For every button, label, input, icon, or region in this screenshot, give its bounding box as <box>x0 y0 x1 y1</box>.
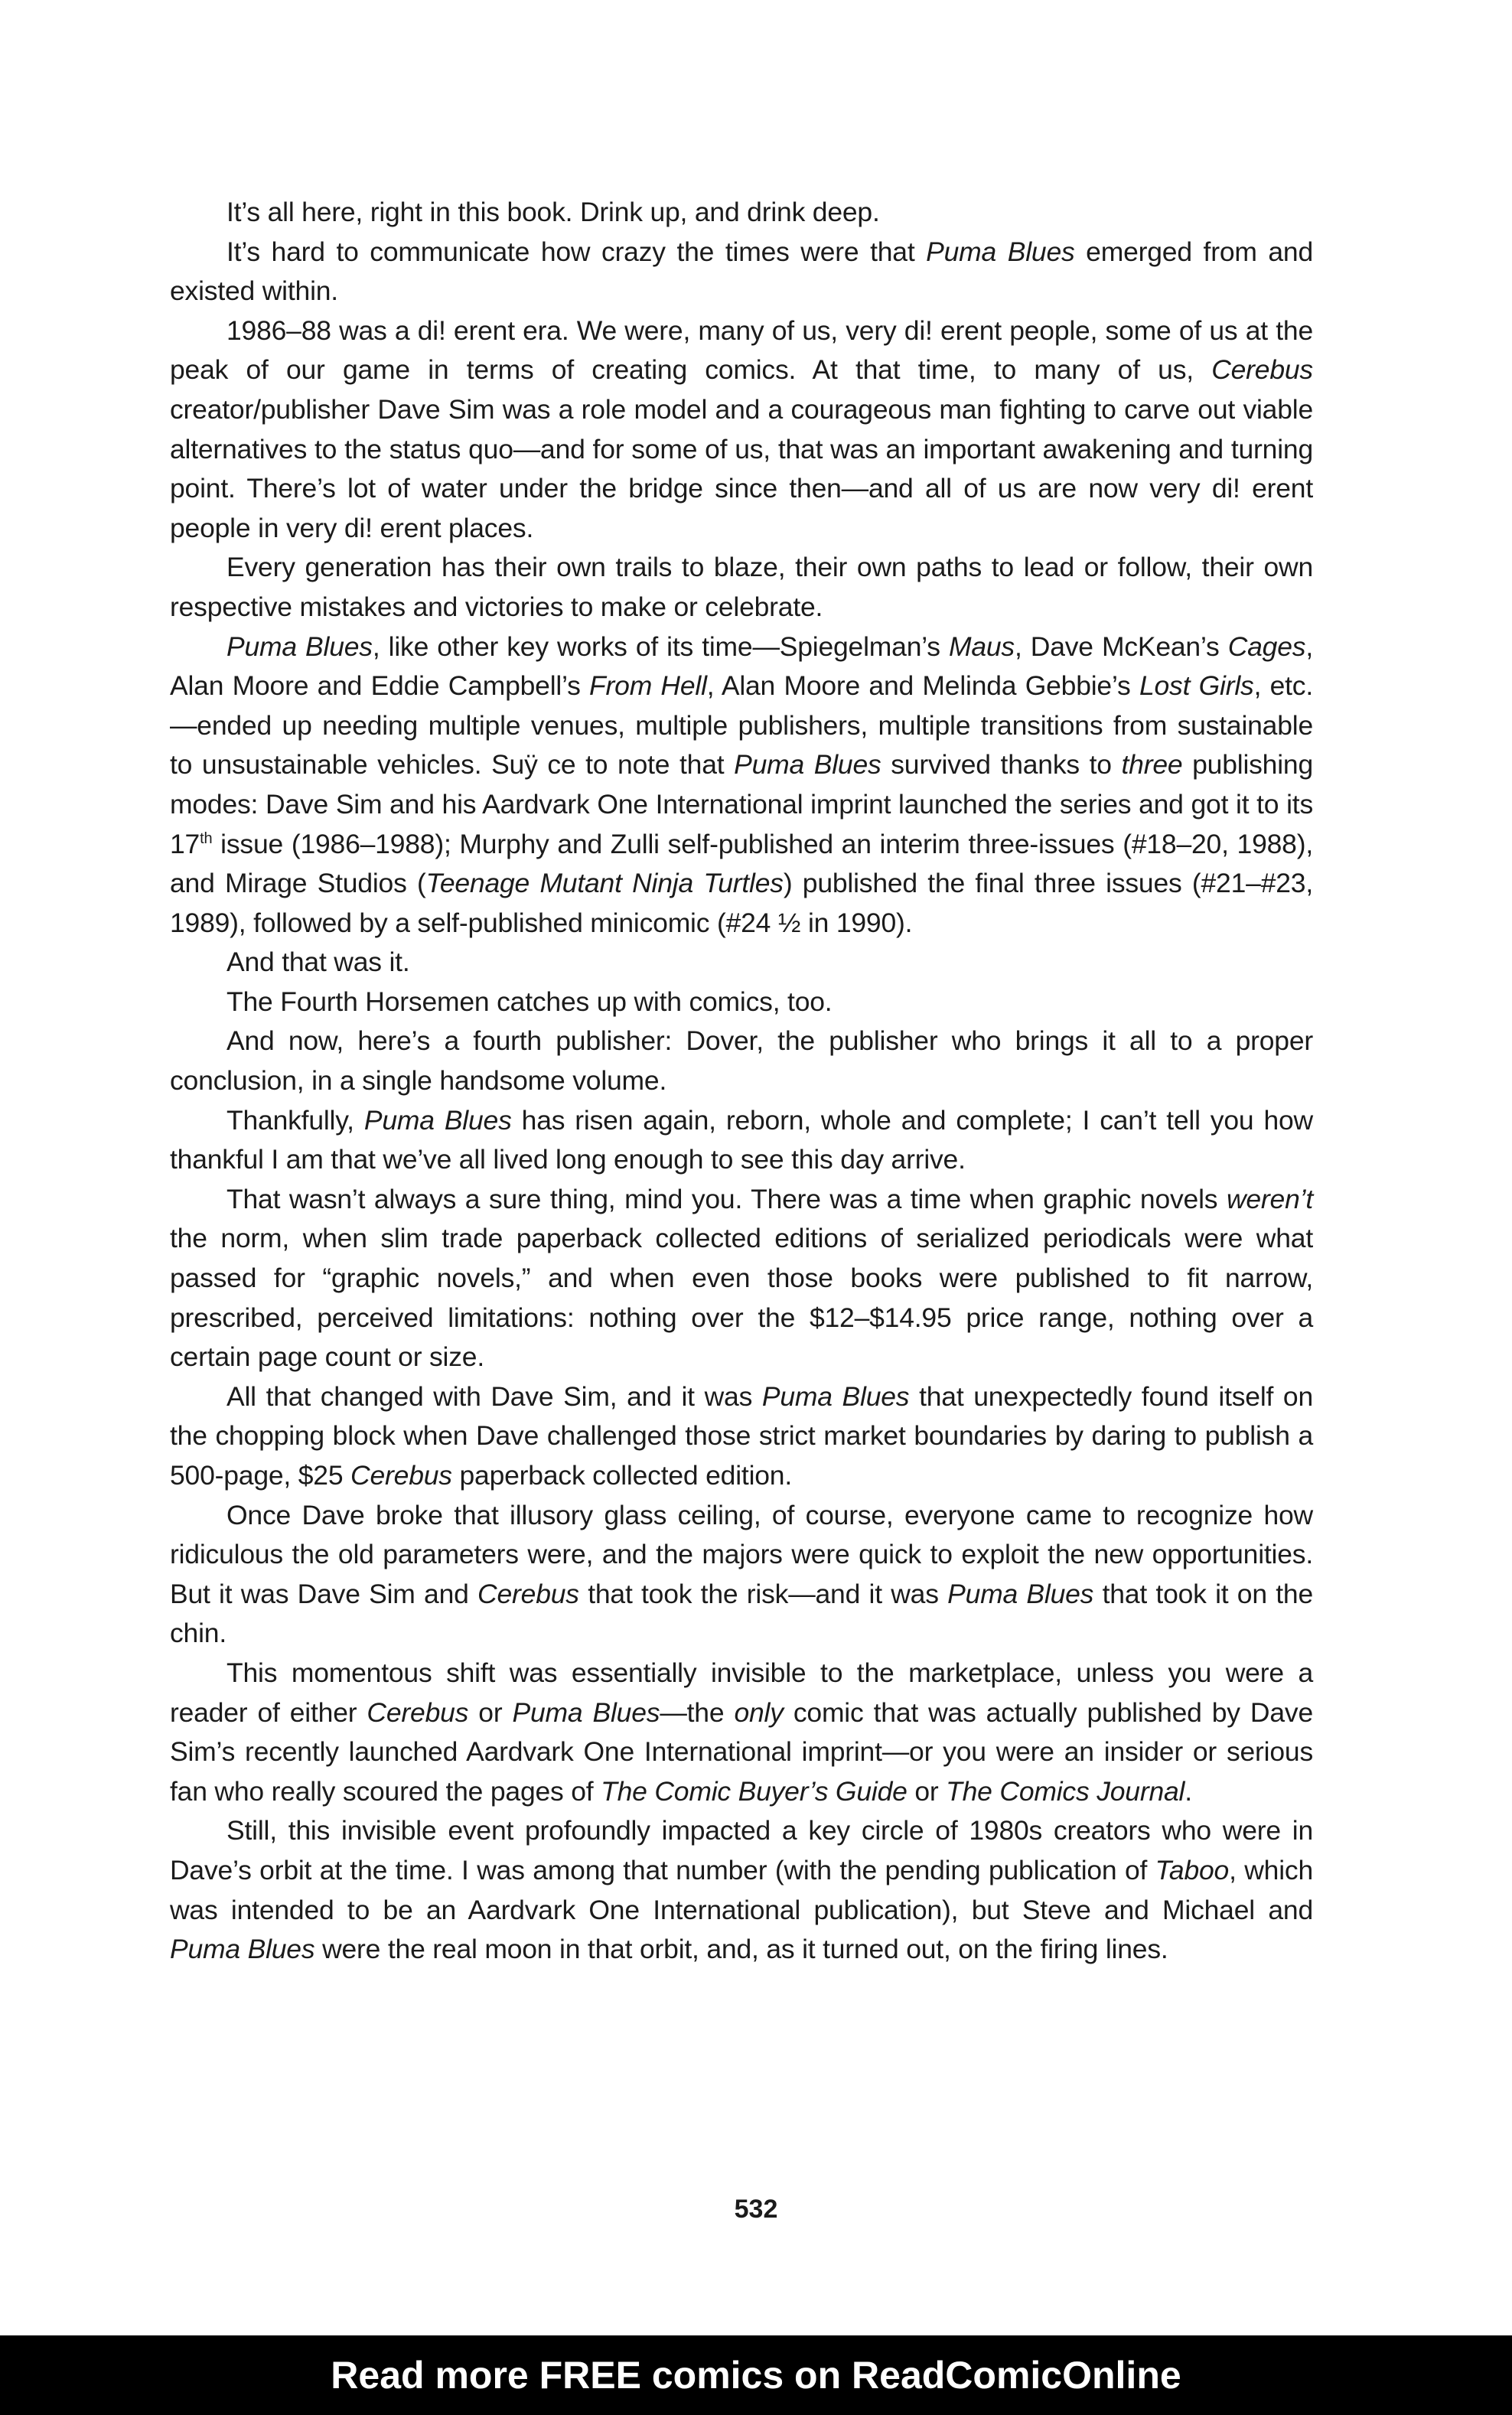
promo-banner-text[interactable]: Read more FREE comics on ReadComicOnline <box>331 2354 1181 2397</box>
page-number: 532 <box>734 2195 778 2224</box>
paragraph: And that was it. <box>226 947 410 978</box>
paragraph: Once Dave broke that illusory glass ceiling, of course, everyone came to recognize how ridiculous the old parameters were, and the majors were quick to exploit the new opportunities. But it was Dave Sim and Cerebus that took the risk—and it was Puma Blues that took it on the chin. <box>170 1499 1314 1649</box>
paragraph: All that changed with Dave Sim, and it was Puma Blues that unexpectedly found itself on the chopping block when Dave challenged those strict market boundaries by daring to publish a 500-page, $25 Cerebus paperback collected edition. <box>170 1380 1313 1491</box>
paragraph: And now, here’s a fourth publisher: Dover, the publisher who brings it all to a proper conclusion, in a single handsome volume. <box>170 1025 1313 1097</box>
promo-banner[interactable] <box>0 2335 1512 2415</box>
paragraph: That wasn’t always a sure thing, mind you. There was a time when graphic novels weren’t the norm, when slim trade paperback collected editions of serialized periodicals were what passed for “graphic novels,” and when even those books were published to fit narrow, prescribed, perceived limitations: nothing over the $12–$14.95 price range, nothing over a certain page count or size. <box>170 1183 1313 1373</box>
paragraph: This momentous shift was essentially invisible to the marketplace, unless you were a reader of either Cerebus or Puma Blues—the only comic that was actually published by Dave Sim’s recently launched Aardvark One International imprint—or you were an insider or serious fan who really scoured the pages of The Comic Buyer’s Guide or The Comics Journal. <box>170 1657 1313 1807</box>
paragraph: 1986–88 was a di! erent era. We were, many of us, very di! erent people, some of us at the peak of our game in terms of creating comics. At that time, to many of us, Cerebus creator/publisher Dave Sim was a role model and a courageous man fighting to carve out viable alternatives to the status quo—and for some of us, that was an important awakening and turning point. There’s lot of water under the bridge since then—and all of us are now very di! erent people in very di! erent places. <box>170 315 1313 543</box>
paragraph: Still, this invisible event profoundly impacted a key circle of 1980s creators who were in Dave’s orbit at the time. I was among that number (with the pending publication of Taboo, which was intended to be an Aardvark One International publication), but Steve and Michael and Puma Blues were the real moon in that orbit, and, as it turned out, on the firing lines. <box>170 1815 1313 1965</box>
paragraph: Puma Blues, like other key works of its time—Spiegelman’s Maus, Dave McKean’s Cages, Alan Moore and Eddie Campbell’s From Hell, Alan Moore and Melinda Gebbie’s Lost Girls, etc.—ended up needing multiple venues, multiple publishers, multiple transitions from sustainable to unsustainable vehicles. Suÿ ce to note that Puma Blues survived thanks to three publishing modes: Dave Sim and his Aardvark One International imprint launched the series and got it to its 17th issue (1986–1988); Murphy and Zulli self-published an interim three-issues (#18–20, 1988), and Mirage Studios (Teenage Mutant Ninja Turtles) published the final three issues (#21–#23, 1989), followed by a self-published minicomic (#24 ½ in 1990). <box>170 631 1314 938</box>
paragraph: The Fourth Horsemen catches up with comics, too. <box>226 986 833 1017</box>
paragraph: It’s hard to communicate how crazy the times were that Puma Blues emerged from and existed within. <box>170 236 1314 307</box>
paragraph: Every generation has their own trails to blaze, their own paths to lead or follow, their own respective mistakes and victories to make or celebrate. <box>170 552 1313 622</box>
body-text <box>170 193 1313 1970</box>
paragraph: It’s all here, right in this book. Drink up, and drink deep. <box>226 197 880 227</box>
paragraph: Thankfully, Puma Blues has risen again, reborn, whole and complete; I can’t tell you how thankful I am that we’ve all lived long enough to see this day arrive. <box>170 1104 1313 1175</box>
